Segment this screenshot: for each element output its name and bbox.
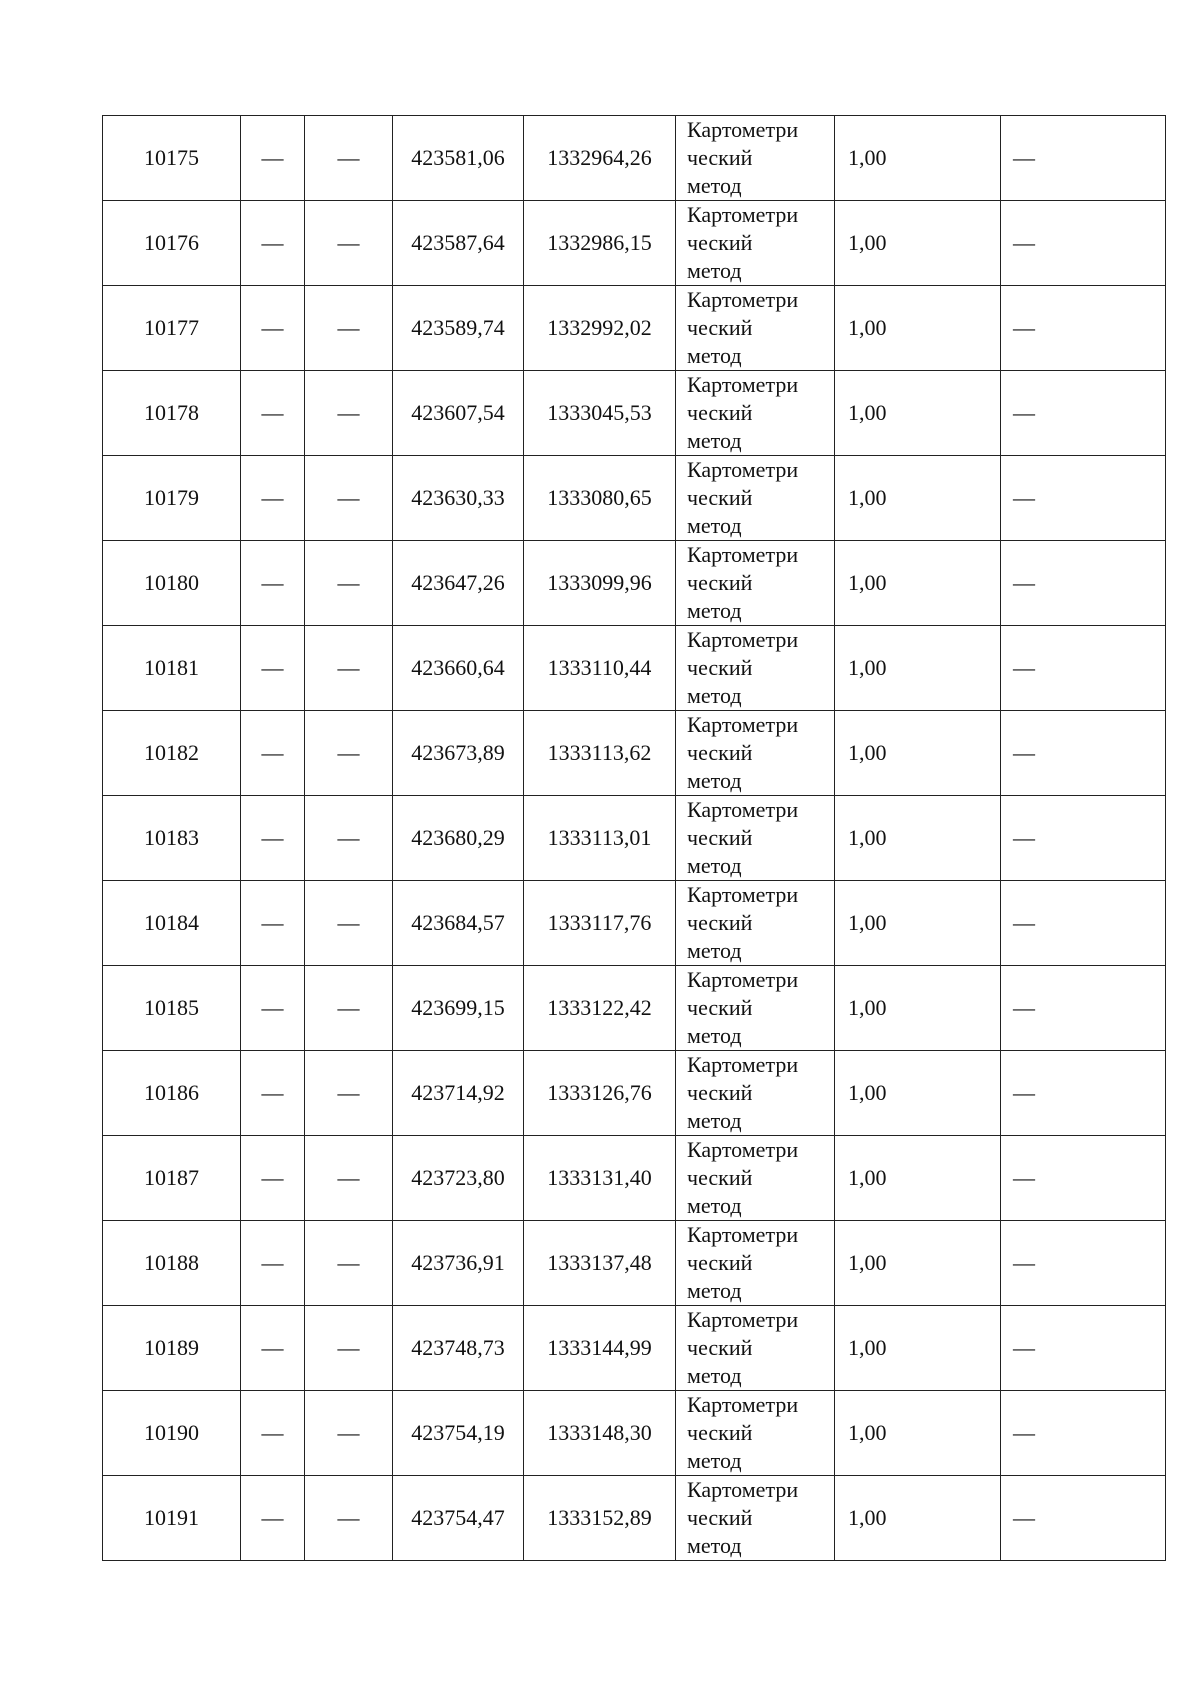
method-text-line: Картометри <box>687 1052 799 1077</box>
point-number-cell: 10191 <box>103 1476 241 1561</box>
table-row <box>103 456 1166 541</box>
x-coordinate-cell: 423647,26 <box>393 541 524 626</box>
method-cell <box>676 371 835 456</box>
method-text-line: ческий <box>687 145 753 170</box>
table-row <box>103 1221 1166 1306</box>
method-text-line: Картометри <box>687 202 799 227</box>
point-number-cell: 10186 <box>103 1051 241 1136</box>
method-text-line: метод <box>687 1278 742 1303</box>
empty-cell: — <box>241 881 305 966</box>
method-text-line: ческий <box>687 1420 753 1445</box>
method-text-line: метод <box>687 598 742 623</box>
empty-cell: — <box>305 1221 393 1306</box>
empty-cell: — <box>1001 201 1166 286</box>
point-number-cell: 10183 <box>103 796 241 881</box>
x-coordinate-cell: 423673,89 <box>393 711 524 796</box>
method-text-line: Картометри <box>687 797 799 822</box>
accuracy-cell: 1,00 <box>835 116 1001 201</box>
table-row <box>103 1306 1166 1391</box>
coordinates-table <box>102 115 1166 1561</box>
table-row <box>103 371 1166 456</box>
method-text-line: ческий <box>687 655 753 680</box>
method-text-line: ческий <box>687 740 753 765</box>
accuracy-cell: 1,00 <box>835 371 1001 456</box>
method-text-line: Картометри <box>687 1392 799 1417</box>
x-coordinate-cell: 423748,73 <box>393 1306 524 1391</box>
table-row <box>103 966 1166 1051</box>
method-text-line: метод <box>687 428 742 453</box>
point-number-cell: 10175 <box>103 116 241 201</box>
x-coordinate-cell: 423684,57 <box>393 881 524 966</box>
empty-cell: — <box>1001 1476 1166 1561</box>
method-text-line: метод <box>687 1363 742 1388</box>
empty-cell: — <box>1001 966 1166 1051</box>
method-text-line: метод <box>687 258 742 283</box>
empty-cell: — <box>241 1391 305 1476</box>
point-number-cell: 10179 <box>103 456 241 541</box>
empty-cell: — <box>305 626 393 711</box>
empty-cell: — <box>305 371 393 456</box>
y-coordinate-cell: 1332986,15 <box>524 201 676 286</box>
method-cell <box>676 711 835 796</box>
point-number-cell: 10189 <box>103 1306 241 1391</box>
empty-cell: — <box>241 966 305 1051</box>
empty-cell: — <box>1001 1306 1166 1391</box>
y-coordinate-cell: 1332992,02 <box>524 286 676 371</box>
empty-cell: — <box>1001 116 1166 201</box>
empty-cell: — <box>1001 1136 1166 1221</box>
point-number-cell: 10177 <box>103 286 241 371</box>
x-coordinate-cell: 423607,54 <box>393 371 524 456</box>
y-coordinate-cell: 1333144,99 <box>524 1306 676 1391</box>
x-coordinate-cell: 423699,15 <box>393 966 524 1051</box>
x-coordinate-cell: 423680,29 <box>393 796 524 881</box>
method-text-line: ческий <box>687 1165 753 1190</box>
y-coordinate-cell: 1333152,89 <box>524 1476 676 1561</box>
x-coordinate-cell: 423723,80 <box>393 1136 524 1221</box>
method-text-line: метод <box>687 1533 742 1558</box>
method-text-line: Картометри <box>687 457 799 482</box>
y-coordinate-cell: 1332964,26 <box>524 116 676 201</box>
point-number-cell: 10176 <box>103 201 241 286</box>
accuracy-cell: 1,00 <box>835 456 1001 541</box>
y-coordinate-cell: 1333117,76 <box>524 881 676 966</box>
method-text-line: ческий <box>687 1505 753 1530</box>
empty-cell: — <box>1001 1221 1166 1306</box>
method-cell <box>676 881 835 966</box>
method-cell <box>676 456 835 541</box>
point-number-cell: 10184 <box>103 881 241 966</box>
method-text-line: метод <box>687 1023 742 1048</box>
empty-cell: — <box>305 881 393 966</box>
method-cell <box>676 201 835 286</box>
empty-cell: — <box>1001 456 1166 541</box>
accuracy-cell: 1,00 <box>835 1391 1001 1476</box>
empty-cell: — <box>1001 371 1166 456</box>
x-coordinate-cell: 423581,06 <box>393 116 524 201</box>
method-text-line: метод <box>687 853 742 878</box>
empty-cell: — <box>241 1476 305 1561</box>
empty-cell: — <box>305 1136 393 1221</box>
method-text-line: ческий <box>687 995 753 1020</box>
method-text-line: Картометри <box>687 1137 799 1162</box>
table-row <box>103 1391 1166 1476</box>
accuracy-cell: 1,00 <box>835 881 1001 966</box>
y-coordinate-cell: 1333137,48 <box>524 1221 676 1306</box>
accuracy-cell: 1,00 <box>835 541 1001 626</box>
table-row <box>103 1136 1166 1221</box>
method-text-line: Картометри <box>687 967 799 992</box>
point-number-cell: 10182 <box>103 711 241 796</box>
method-text-line: Картометри <box>687 372 799 397</box>
method-text-line: ческий <box>687 825 753 850</box>
method-text-line: метод <box>687 1108 742 1133</box>
method-text-line: Картометри <box>687 1222 799 1247</box>
method-cell <box>676 1221 835 1306</box>
empty-cell: — <box>241 286 305 371</box>
method-cell <box>676 966 835 1051</box>
y-coordinate-cell: 1333148,30 <box>524 1391 676 1476</box>
x-coordinate-cell: 423736,91 <box>393 1221 524 1306</box>
empty-cell: — <box>241 371 305 456</box>
method-text-line: метод <box>687 1448 742 1473</box>
table-row <box>103 201 1166 286</box>
method-cell <box>676 286 835 371</box>
empty-cell: — <box>241 541 305 626</box>
method-text-line: Картометри <box>687 542 799 567</box>
y-coordinate-cell: 1333126,76 <box>524 1051 676 1136</box>
y-coordinate-cell: 1333131,40 <box>524 1136 676 1221</box>
method-cell <box>676 1136 835 1221</box>
accuracy-cell: 1,00 <box>835 1136 1001 1221</box>
method-text-line: метод <box>687 173 742 198</box>
table-row <box>103 541 1166 626</box>
x-coordinate-cell: 423754,19 <box>393 1391 524 1476</box>
empty-cell: — <box>241 116 305 201</box>
method-text-line: Картометри <box>687 1477 799 1502</box>
empty-cell: — <box>305 541 393 626</box>
method-text-line: Картометри <box>687 1307 799 1332</box>
empty-cell: — <box>305 286 393 371</box>
method-text-line: метод <box>687 513 742 538</box>
empty-cell: — <box>305 201 393 286</box>
method-cell <box>676 796 835 881</box>
empty-cell: — <box>305 966 393 1051</box>
point-number-cell: 10188 <box>103 1221 241 1306</box>
table-row <box>103 626 1166 711</box>
point-number-cell: 10190 <box>103 1391 241 1476</box>
method-text-line: ческий <box>687 485 753 510</box>
accuracy-cell: 1,00 <box>835 201 1001 286</box>
method-text-line: метод <box>687 938 742 963</box>
table-row <box>103 1476 1166 1561</box>
empty-cell: — <box>1001 541 1166 626</box>
x-coordinate-cell: 423630,33 <box>393 456 524 541</box>
x-coordinate-cell: 423587,64 <box>393 201 524 286</box>
accuracy-cell: 1,00 <box>835 286 1001 371</box>
method-text-line: ческий <box>687 1250 753 1275</box>
method-text-line: Картометри <box>687 287 799 312</box>
point-number-cell: 10181 <box>103 626 241 711</box>
empty-cell: — <box>241 711 305 796</box>
accuracy-cell: 1,00 <box>835 626 1001 711</box>
empty-cell: — <box>241 1136 305 1221</box>
method-text-line: ческий <box>687 570 753 595</box>
x-coordinate-cell: 423660,64 <box>393 626 524 711</box>
table-row <box>103 796 1166 881</box>
empty-cell: — <box>305 796 393 881</box>
method-text-line: Картометри <box>687 712 799 737</box>
empty-cell: — <box>1001 1391 1166 1476</box>
empty-cell: — <box>241 1221 305 1306</box>
empty-cell: — <box>1001 626 1166 711</box>
method-text-line: метод <box>687 343 742 368</box>
y-coordinate-cell: 1333080,65 <box>524 456 676 541</box>
empty-cell: — <box>305 456 393 541</box>
x-coordinate-cell: 423754,47 <box>393 1476 524 1561</box>
method-text-line: метод <box>687 768 742 793</box>
method-text-line: ческий <box>687 910 753 935</box>
empty-cell: — <box>305 116 393 201</box>
empty-cell: — <box>241 201 305 286</box>
table-row <box>103 881 1166 966</box>
method-text-line: метод <box>687 683 742 708</box>
table-body <box>103 116 1166 1561</box>
accuracy-cell: 1,00 <box>835 1051 1001 1136</box>
method-text-line: ческий <box>687 400 753 425</box>
empty-cell: — <box>1001 286 1166 371</box>
method-cell <box>676 116 835 201</box>
empty-cell: — <box>241 626 305 711</box>
point-number-cell: 10187 <box>103 1136 241 1221</box>
method-text-line: метод <box>687 1193 742 1218</box>
method-text-line: ческий <box>687 230 753 255</box>
empty-cell: — <box>305 1476 393 1561</box>
empty-cell: — <box>1001 796 1166 881</box>
y-coordinate-cell: 1333045,53 <box>524 371 676 456</box>
method-text-line: Картометри <box>687 627 799 652</box>
x-coordinate-cell: 423714,92 <box>393 1051 524 1136</box>
empty-cell: — <box>1001 1051 1166 1136</box>
y-coordinate-cell: 1333113,62 <box>524 711 676 796</box>
y-coordinate-cell: 1333122,42 <box>524 966 676 1051</box>
empty-cell: — <box>241 1051 305 1136</box>
method-cell <box>676 1051 835 1136</box>
empty-cell: — <box>241 456 305 541</box>
y-coordinate-cell: 1333113,01 <box>524 796 676 881</box>
method-text-line: Картометри <box>687 882 799 907</box>
empty-cell: — <box>241 796 305 881</box>
empty-cell: — <box>305 1306 393 1391</box>
point-number-cell: 10185 <box>103 966 241 1051</box>
method-text-line: ческий <box>687 315 753 340</box>
y-coordinate-cell: 1333110,44 <box>524 626 676 711</box>
x-coordinate-cell: 423589,74 <box>393 286 524 371</box>
method-text-line: ческий <box>687 1335 753 1360</box>
point-number-cell: 10180 <box>103 541 241 626</box>
table-row <box>103 1051 1166 1136</box>
method-cell <box>676 626 835 711</box>
method-cell <box>676 541 835 626</box>
table-row <box>103 116 1166 201</box>
accuracy-cell: 1,00 <box>835 1476 1001 1561</box>
accuracy-cell: 1,00 <box>835 796 1001 881</box>
empty-cell: — <box>1001 711 1166 796</box>
empty-cell: — <box>305 711 393 796</box>
y-coordinate-cell: 1333099,96 <box>524 541 676 626</box>
method-cell <box>676 1306 835 1391</box>
table-row <box>103 286 1166 371</box>
empty-cell: — <box>1001 881 1166 966</box>
accuracy-cell: 1,00 <box>835 711 1001 796</box>
empty-cell: — <box>305 1391 393 1476</box>
method-text-line: Картометри <box>687 117 799 142</box>
accuracy-cell: 1,00 <box>835 1306 1001 1391</box>
accuracy-cell: 1,00 <box>835 1221 1001 1306</box>
method-cell <box>676 1476 835 1561</box>
accuracy-cell: 1,00 <box>835 966 1001 1051</box>
method-cell <box>676 1391 835 1476</box>
point-number-cell: 10178 <box>103 371 241 456</box>
method-text-line: ческий <box>687 1080 753 1105</box>
empty-cell: — <box>241 1306 305 1391</box>
empty-cell: — <box>305 1051 393 1136</box>
table-row <box>103 711 1166 796</box>
